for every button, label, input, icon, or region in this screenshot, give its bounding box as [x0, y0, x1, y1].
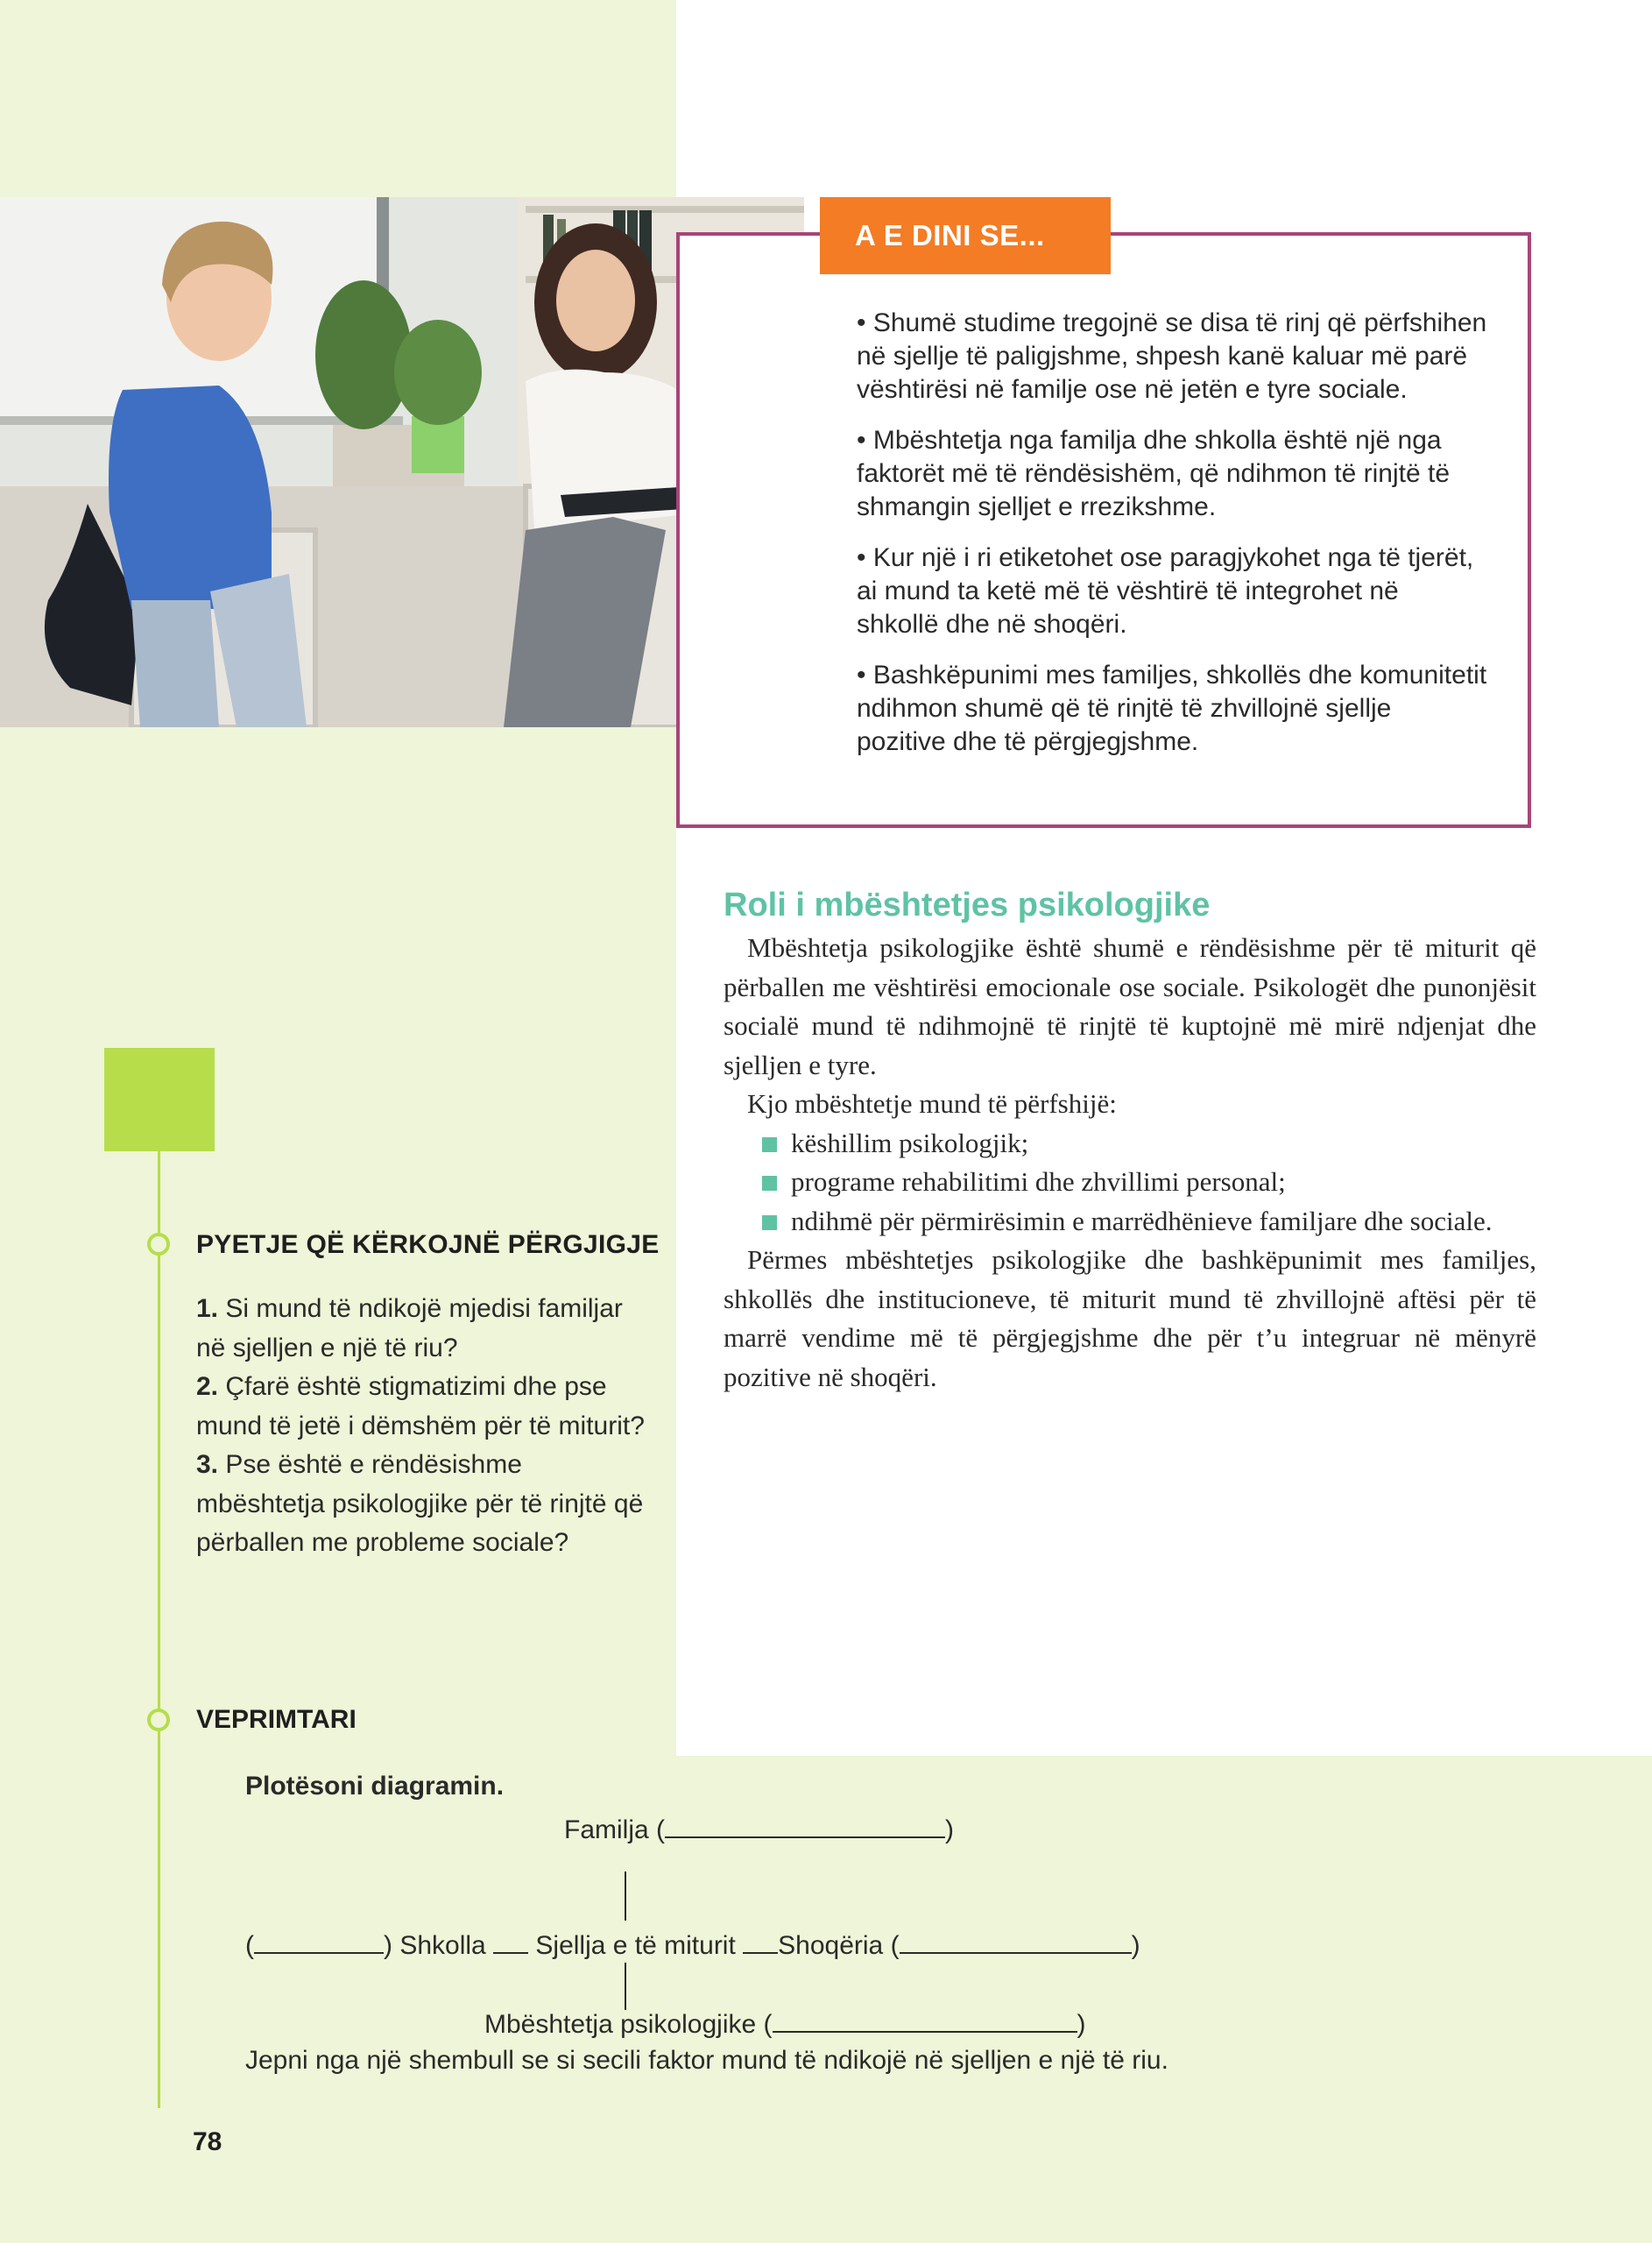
question-item-2: 2. Çfarë është stigmatizimi dhe pse mund të jetë i dëmshëm për të miturit?: [196, 1372, 645, 1440]
section-paragraph-3: Përmes mbështetjes psikologjike dhe bashkëpunimit mes familjes, shkollës dhe institucioneve, të miturit mund të zhvillojnë aftësi për të marrë vendime më të përgjegjshme dhe për t’u integruar në mënyrë pozitive në shoqëri.: [724, 1244, 1536, 1392]
questions-title: PYETJE QË KËRKOJNË PËRGJIGJE: [196, 1230, 660, 1259]
square-bullet-icon: [762, 1137, 777, 1152]
connector-line: [743, 1928, 778, 1954]
activity-title: VEPRIMTARI: [196, 1705, 357, 1734]
diagram-middle-row: ( ) Shkolla Sjellja e të miturit Shoqëria ( ): [245, 1928, 1140, 1961]
fact-item-1: • Shumë studime tregojnë se disa të rinj që përfshihen në sjellje të paligjshme, shpesh kanë kaluar më parë vështirësi në familje ose në jetën e tyre sociale.: [857, 308, 1487, 404]
list-item: programe rehabilitimi dhe zhvillimi personal;: [724, 1163, 1536, 1202]
fill-blank-mbeshtetja[interactable]: [773, 2006, 1077, 2033]
fill-blank-familja[interactable]: [665, 1812, 945, 1838]
question-item-3: 3. Pse është e rëndësishme mbështetja psikologjike për të rinjtë që përballen me probleme sociale?: [196, 1450, 644, 1557]
section-body: [724, 929, 1536, 1397]
activity-final-instruction: Jepni nga një shembull se si secili faktor mund të ndikojë në sjelljen e një të riu.: [245, 2046, 1168, 2075]
connector-line: [493, 1928, 528, 1954]
fill-blank-shoqeria[interactable]: [900, 1928, 1132, 1954]
diagram-mbeshtetja: Mbështetja psikologjike ( ): [484, 2006, 1086, 2040]
section-paragraph-2: Kjo mbështetje mund të përfshijë:: [747, 1088, 1117, 1119]
did-you-know-title: A E DINI SE...: [820, 197, 1111, 274]
timeline-circle-icon: [147, 1709, 170, 1731]
green-square-decoration: [104, 1048, 215, 1151]
fact-item-2: • Mbështetja nga familja dhe shkolla është një nga faktorët më të rëndësishëm, që ndihmon të rinjtë të shmangin sjelljet e rrezikshme.: [857, 426, 1451, 521]
did-you-know-list: [857, 307, 1487, 776]
diagram-connector-bottom: [625, 1963, 626, 2010]
support-list: [724, 1124, 1536, 1242]
question-item-1: 1. Si mund të ndikojë mjedisi familjar në sjelljen e një të riu?: [196, 1294, 623, 1362]
list-item: këshillim psikologjik;: [724, 1124, 1536, 1164]
page-number: 78: [193, 2127, 222, 2156]
diagram-familja: Familja ( ): [564, 1812, 954, 1845]
diagram-connector-top: [625, 1872, 626, 1921]
list-item: ndihmë për përmirësimin e marrëdhënieve familjare dhe sociale.: [724, 1202, 1536, 1242]
questions-list: [196, 1290, 652, 1563]
fill-blank-shkolla[interactable]: [254, 1928, 384, 1954]
activity-instruction: Plotësoni diagramin.: [245, 1772, 505, 1801]
square-bullet-icon: [762, 1176, 777, 1191]
fact-item-4: • Bashkëpunimi mes familjes, shkollës dhe komunitetit ndihmon shumë që të rinjtë të zhvillojnë sjellje pozitive dhe të përgjegjshme.: [857, 661, 1487, 756]
timeline-circle-icon: [147, 1233, 170, 1256]
section-paragraph-1: Mbështetja psikologjike është shumë e rëndësishme për të miturit që përballen me vështirësi emocionale ose sociale. Psikologët dhe punonjësit socialë mund të ndihmojnë të rinjtë të kuptojnë më mirë ndjenjat dhe sjelljen e tyre.: [724, 932, 1536, 1080]
fact-item-3: • Kur një i ri etiketohet ose paragjykohet nga të tjerët, ai mund ta ketë më të vështirë të integrohet në shkollë dhe në shoqëri.: [857, 543, 1474, 639]
timeline-line: [158, 1151, 160, 2108]
section-title: Roli i mbështetjes psikologjike: [724, 887, 1211, 923]
square-bullet-icon: [762, 1215, 777, 1230]
